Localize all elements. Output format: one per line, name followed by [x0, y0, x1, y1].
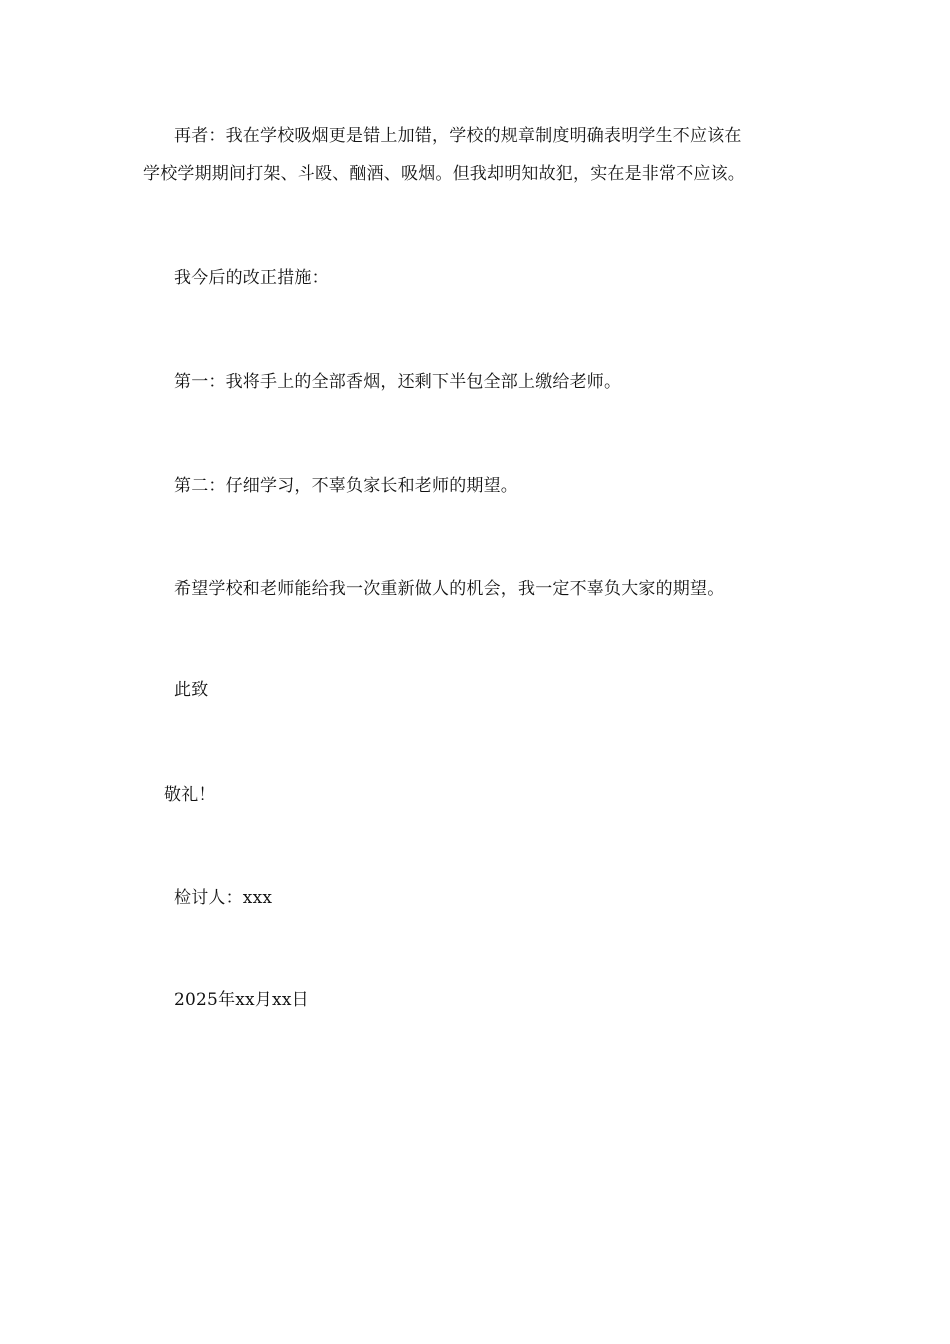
paragraph-line: 再者：我在学校吸烟更是错上加错，学校的规章制度明确表明学生不应该在 [174, 126, 742, 146]
paragraph-first-measure: 第一：我将手上的全部香烟，还剩下半包全部上缴给老师。 [174, 372, 622, 392]
signature-author: 检讨人：xxx [174, 888, 273, 908]
paragraph-second-measure: 第二：仔细学习，不辜负家长和老师的期望。 [174, 476, 518, 496]
paragraph-line: 学校学期期间打架、斗殴、酗酒、吸烟。但我却明知故犯，实在是非常不应该。 [143, 164, 745, 184]
closing-regards: 敬礼！ [164, 785, 216, 805]
paragraph-corrective-measures-heading: 我今后的改正措施： [174, 268, 329, 288]
paragraph-hope: 希望学校和老师能给我一次重新做人的机会，我一定不辜负大家的期望。 [174, 579, 725, 599]
signature-date: 2025年xx月xx日 [174, 990, 309, 1010]
closing-salutation: 此致 [174, 680, 209, 700]
